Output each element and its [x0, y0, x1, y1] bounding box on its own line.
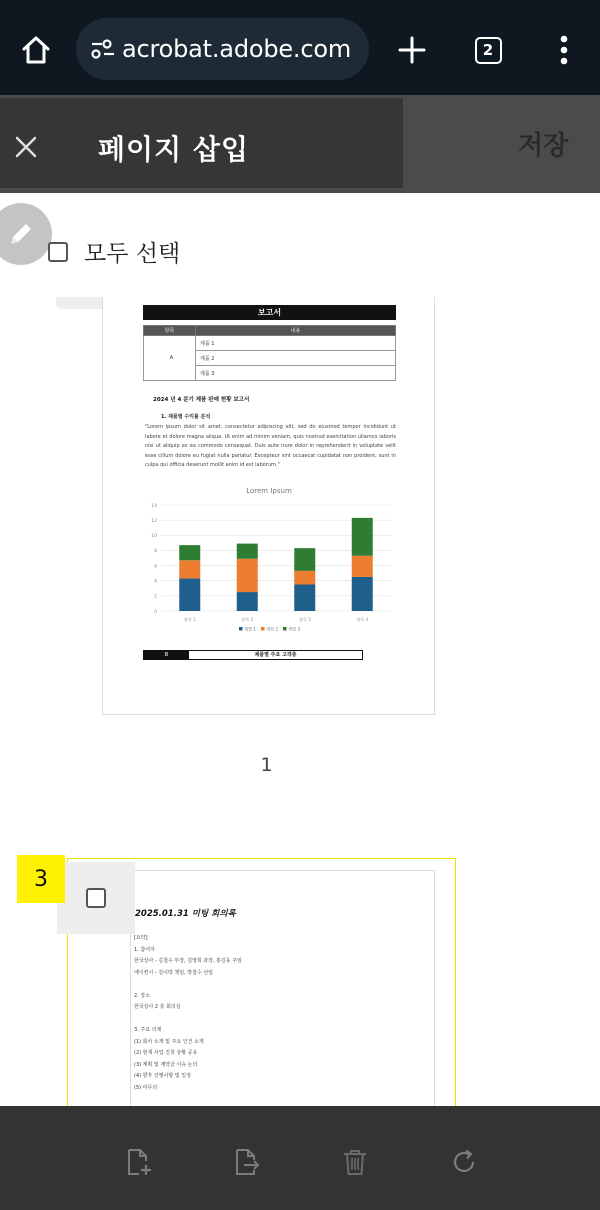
table-key: A [144, 336, 196, 381]
legend-swatch [261, 627, 265, 631]
y-tick-label: 2 [154, 594, 157, 600]
table-cell: 제품 1 [196, 336, 396, 351]
tab-count: 2 [475, 37, 502, 64]
doc-line: 에이컨시 - 김이박 책임, 박철수 선임 [134, 969, 213, 976]
bar-segment [294, 571, 315, 585]
bar-segment [179, 560, 200, 578]
more-vert-icon[interactable] [544, 28, 584, 72]
doc-line: 3. 주요 의제 [134, 1027, 162, 1033]
bar-segment [294, 585, 315, 612]
table-cell: 제품 2 [196, 351, 396, 366]
y-tick-label: 4 [154, 579, 157, 585]
doc-line: 2. 장소 [134, 992, 151, 999]
footer-key: B [144, 651, 189, 659]
doc-subtitle: 2024 년 4 분기 제품 판매 현황 보고서 [153, 397, 250, 403]
rotate-icon[interactable] [446, 1144, 482, 1180]
extract-page-icon[interactable] [228, 1144, 264, 1180]
doc-line: (1) 회사 소개 및 주요 인건 소개 [134, 1038, 204, 1045]
y-tick-label: 0 [154, 609, 157, 615]
page-checkbox[interactable] [86, 888, 106, 908]
plus-icon[interactable] [390, 28, 434, 72]
bottom-toolbar [0, 1106, 600, 1210]
bar-segment [179, 545, 200, 560]
bar-segment [179, 578, 200, 611]
doc-line: (4) 향후 진행사항 및 일정 [134, 1073, 191, 1079]
pencil-icon[interactable] [0, 203, 52, 265]
doc-footer-bar [143, 650, 363, 660]
select-all-label: 모두 선택 [84, 241, 181, 267]
home-icon[interactable] [14, 28, 58, 72]
tab-switcher-button[interactable] [466, 28, 510, 72]
y-tick-label: 8 [154, 549, 157, 555]
doc-paragraph: "Lorem ipsum dolor sit amet, consectetur adipiscing elit, sed do eiusmod tempor incididunt ut labore et dolore magna aliqua. Ut enim ad minim veniam, quis nostrud exercitation ullamco laboris nisi ut aliquip ex ea commodo consequat. Duis aute irure dolor in reprehenderit in voluptate velit esse cillum dolore eu fugiat nulla pariatur. Excepteur sint occaecat cupidatat non proident, sunt in culpa qui officia deserunt mollit anim id est laborum." [145, 424, 396, 469]
doc-line: (2) 현재 사업 진척 상황 공유 [134, 1050, 198, 1056]
delete-icon[interactable] [337, 1144, 373, 1180]
x-tick-label: 항목 3 [298, 617, 311, 622]
header-title-area [0, 98, 403, 188]
bar-segment [352, 556, 373, 577]
legend-swatch [239, 627, 243, 631]
legend-label: 계열 1 [244, 626, 257, 632]
y-tick-label: 12 [151, 518, 157, 524]
select-all[interactable] [48, 235, 180, 268]
page-number: 1 [260, 754, 273, 776]
footer-label: 제품별 주요 고객층 [254, 652, 297, 658]
url-text: acrobat.adobe.com [122, 35, 352, 63]
table-header: 항목 [144, 326, 196, 336]
doc-line: 한국상사 - 김철수 부장, 김영희 과장, 홍길동 주임 [134, 958, 242, 964]
doc-line: 한국상사 2 층 회의실 [134, 1004, 181, 1010]
y-tick-label: 10 [151, 534, 157, 540]
y-tick-label: 6 [154, 564, 157, 570]
doc-section-heading: 1. 제품별 수익률 분석 [161, 414, 211, 420]
page-badge: 3 [17, 855, 65, 903]
stacked-bar-chart [143, 483, 396, 643]
tune-icon[interactable] [88, 34, 118, 64]
address-bar[interactable] [76, 18, 369, 80]
doc-title: 보고서 [143, 305, 396, 320]
bar-segment [237, 592, 258, 611]
close-icon[interactable] [6, 127, 46, 167]
doc-line: (3) 계획 및 계약금 이슈 논의 [134, 1061, 198, 1068]
bar-segment [294, 548, 315, 571]
doc-title: 2025.01.31 미팅 회의록 [135, 909, 236, 919]
insert-page-icon[interactable] [120, 1144, 156, 1180]
legend-label: 계열 3 [288, 626, 301, 632]
doc-line: 1. 참여자 [134, 946, 155, 953]
table-cell: 제품 3 [196, 366, 396, 381]
page-1-thumbnail[interactable] [102, 297, 435, 715]
chart-title: Lorem Ipsum [246, 487, 292, 495]
legend-label: 계열 2 [266, 626, 279, 632]
x-tick-label: 항목 2 [241, 617, 254, 622]
page-title: 페이지 삽입 [98, 133, 249, 166]
doc-line: (5) 마무리 [134, 1084, 158, 1091]
x-tick-label: 항목 1 [183, 617, 196, 622]
y-tick-label: 14 [151, 503, 157, 509]
page-list [0, 193, 600, 1106]
bar-segment [352, 518, 373, 556]
doc-table [143, 325, 396, 381]
page-3-checkbox-area[interactable] [57, 862, 135, 934]
bar-segment [352, 577, 373, 611]
doc-line: [요약] [134, 935, 148, 941]
bar-segment [237, 559, 258, 592]
x-tick-label: 항목 4 [356, 617, 369, 622]
save-button[interactable]: 저장 [518, 131, 569, 161]
app-header [0, 95, 600, 193]
select-all-checkbox[interactable] [48, 242, 68, 262]
browser-toolbar [0, 0, 600, 95]
bar-segment [237, 544, 258, 559]
legend-swatch [283, 627, 287, 631]
table-header: 내용 [196, 326, 396, 336]
